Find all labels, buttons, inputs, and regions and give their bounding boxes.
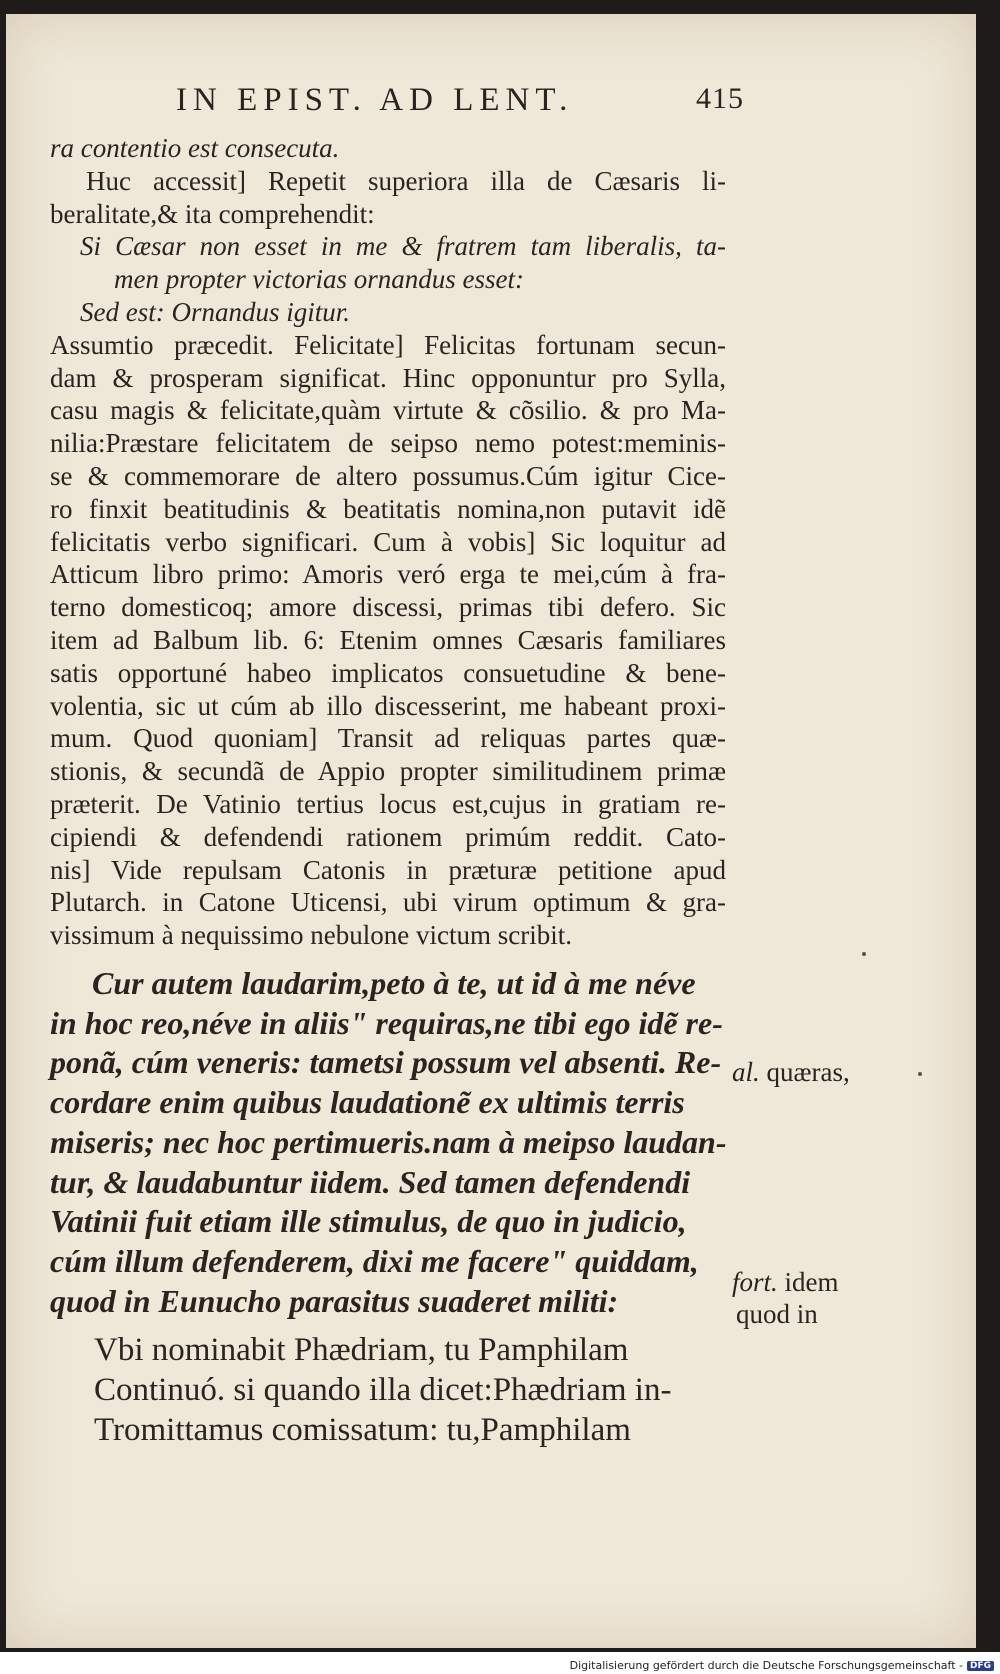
verse-line: Tromittamus comissatum: tu,Pamphilam <box>94 1412 631 1448</box>
commentary-line: item ad Balbum lib. 6: Etenim omnes Cæsaris familiares <box>50 624 726 655</box>
letter-line: quod in Eunucho parasitus suaderet militi: <box>50 1282 619 1319</box>
commentary-line: Si Cæsar non esset in me & fratrem tam liberalis, ta- <box>80 231 726 262</box>
commentary-line: ra contentio est consecuta. <box>50 133 340 163</box>
commentary-line: Plutarch. in Catone Uticensi, ubi virum optimum & gra- <box>50 887 726 918</box>
commentary-line: mum. Quod quoniam] Transit ad reliquas partes quæ- <box>50 723 726 754</box>
commentary-line: casu magis & felicitate,quàm virtute & cõsilio. & pro Ma- <box>50 395 726 426</box>
margin-note-text: quæras, <box>766 1057 850 1087</box>
ink-speck <box>918 1072 922 1076</box>
letter-line: in hoc reo,néve in aliis" requiras,ne tibi ego idẽ re- <box>50 1004 723 1041</box>
dfg-logo: DFG <box>967 1661 994 1671</box>
margin-note-text: quod in <box>736 1299 818 1329</box>
letter-line: Vatinii fuit etiam ille stimulus, de quo in judicio, <box>50 1203 687 1240</box>
credit-text: Digitalisierung gefördert durch die Deutsche Forschungsgemeinschaft - <box>569 1659 963 1672</box>
commentary-line: Assumtio præcedit. Felicitate] Felicitas fortunam secun- <box>50 329 726 360</box>
commentary-line: ro finxit beatitudinis & beatitatis nomina,non putavit idẽ <box>50 493 726 524</box>
commentary-line: præterit. De Vatinio tertius locus est,cujus in gratiam re- <box>50 788 726 819</box>
margin-note-alternative <box>732 1056 850 1088</box>
letter-line: Cur autem laudarim,peto à te, ut id à me néve <box>92 965 696 1001</box>
commentary-line: felicitatis verbo significari. Cum à vobis] Sic loquitur ad <box>50 526 726 557</box>
commentary-line: dam & prosperam significat. Hinc opponuntur pro Sylla, <box>50 362 726 393</box>
verse-line: Continuó. si quando illa dicet:Phædriam in- <box>94 1372 672 1408</box>
page-number: 415 <box>696 82 744 115</box>
letter-line: cordare enim quibus laudationẽ ex ultimis terris <box>50 1084 685 1121</box>
commentary-line: beralitate,& ita comprehendit: <box>50 198 375 229</box>
commentary-line: stionis, & secundã de Appio propter similitudinem primæ <box>50 756 726 787</box>
letter-line: miseris; nec hoc pertimueris.nam à meipso laudan- <box>50 1123 727 1160</box>
commentary-line: volentia, sic ut cúm ab illo discesserint, me habeant proxi- <box>50 690 726 721</box>
commentary-line: Huc accessit] Repetit superiora illa de Cæsaris li- <box>86 165 726 196</box>
margin-note-abbr: fort. <box>732 1267 778 1297</box>
commentary-line: men propter victorias ornandus esset: <box>114 264 524 295</box>
margin-note-text: idem <box>784 1267 839 1297</box>
letter-line: ponã, cúm veneris: tametsi possum vel absenti. Re- <box>50 1044 722 1081</box>
ink-speck <box>862 952 866 956</box>
letter-line: tur, & laudabuntur iidem. Sed tamen defendendi <box>50 1163 691 1200</box>
commentary-line: cipiendi & defendendi rationem primúm reddit. Cato- <box>50 821 726 852</box>
running-title: IN EPIST. AD LENT. <box>176 82 574 118</box>
verse-line: Vbi nominabit Phædriam, tu Pamphilam <box>94 1332 629 1368</box>
book-page <box>6 14 976 1648</box>
letter-line: cúm illum defenderem, dixi me facere" quiddam, <box>50 1242 699 1279</box>
commentary-line: se & commemorare de altero possumus.Cúm igitur Cice- <box>50 460 726 491</box>
commentary-line: Sed est: Ornandus igitur. <box>80 296 350 327</box>
commentary-line: nis] Vide repulsam Catonis in præturæ petitione apud <box>50 854 726 885</box>
commentary-line: terno domesticoq; amore discessi, primas tibi defero. Sic <box>50 592 726 623</box>
commentary-line: nilia:Præstare felicitatem de seipso nemo potest:meminis- <box>50 428 726 459</box>
margin-note-conjecture <box>732 1266 839 1330</box>
commentary-line: Atticum libro primo: Amoris veró erga te mei,cúm à fra- <box>50 559 726 590</box>
commentary-line: satis opportuné habeo implicatos consuetudine & bene- <box>50 657 726 688</box>
letter-text-block <box>50 964 730 1321</box>
verse-quotation <box>94 1330 734 1450</box>
commentary-block <box>50 132 726 952</box>
page-header <box>176 82 744 119</box>
commentary-line: vissimum à nequissimo nebulone victum scribit. <box>50 920 572 951</box>
digitization-credit <box>570 1659 994 1672</box>
margin-note-abbr: al. <box>732 1057 760 1087</box>
